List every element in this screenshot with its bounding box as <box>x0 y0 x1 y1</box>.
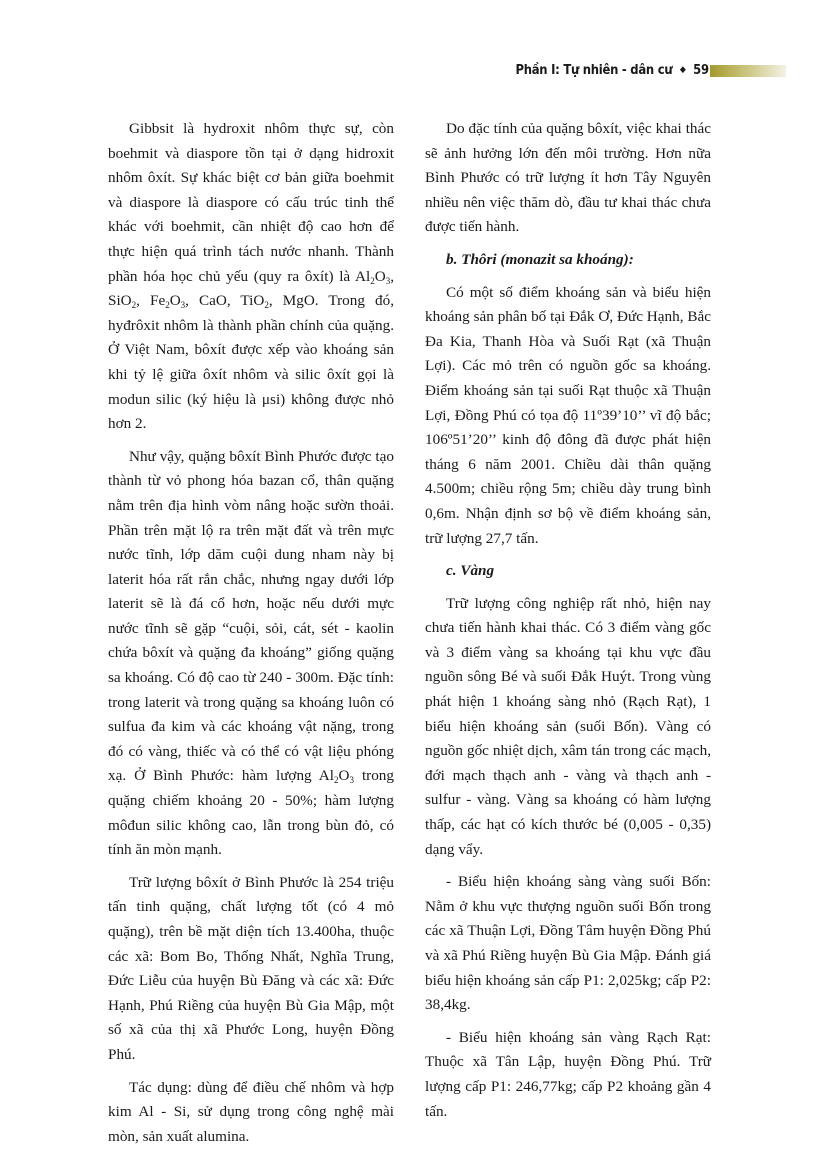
running-header <box>0 62 816 82</box>
heading-gold: c. Vàng <box>446 562 495 580</box>
page-number: 59 <box>693 62 709 78</box>
paragraph-bauxite-uses: Tác dụng: dùng để điều chế nhôm và hợp kim Al - Si, sử dụng trong công nghệ mài mòn, sản xuất alumina. <box>108 1078 394 1145</box>
paragraph-gibbsit: Gibbsit là hydroxit nhôm thực sự, còn boehmit và diaspore tồn tại ở dạng hidroxit nhôm ôxít. Sự khác biệt cơ bản giữa boehmit và diaspore là diaspore có cấu trúc tinh thể khác với boehmit, cần nhiệt độ cao hơn để thực hiện quá trình tách nước nhanh. Thành phần hóa học chủ yếu (quy ra ôxít) là $Al_2O_3$, SiO$_2$, $Fe_2O_3$, CaO, TiO$_2$, MgO. Trong đó, hyđrôxit nhôm là thành phần chính của quặng. Ở Việt Nam, bôxít được xếp vào khoáng sản khi tỷ lệ giữa ôxít nhôm và silic ôxít gọi là modun silic (ký hiệu là μsi) không được nhỏ hơn 2. <box>108 120 395 433</box>
paragraph-environment: Do đặc tính của quặng bôxít, việc khai thác sẽ ảnh hưởng lớn đến môi trường. Hơn nữa Bình Phước có trữ lượng ít hơn Tây Nguyên nhiều nên việc thăm dò, đầu tư khai thác chưa được tiến hành. <box>425 120 711 236</box>
left-column <box>108 117 394 1157</box>
paragraph-gold-rach-rat: - Biểu hiện khoáng sản vàng Rạch Rạt: Thuộc xã Tân Lập, huyện Đồng Phú. Trữ lượng cấp P1: 246,77kg; cấp P2 khoảng gần 4 tấn. <box>425 1028 711 1120</box>
paragraph-gold-suoi-bon: - Biểu hiện khoáng sàng vàng suối Bốn: Nằm ở khu vực thượng nguồn suối Bốn trong các xã Thuận Lợi, Đồng Tâm huyện Đồng Phú và xã Phú Riềng huyện Bù Gia Mập. Đánh giá biểu hiện khoáng sản cấp P1: 2,025kg; cấp P2: 38,4kg. <box>425 873 711 1014</box>
header-accent-bar <box>710 65 786 77</box>
paragraph-thorium: Có một số điểm khoáng sản và biểu hiện khoáng sản phân bố tại Đắk Ơ, Đức Hạnh, Bắc Đa Kia, Thanh Hòa và Suối Rạt (xã Thuận Lợi). Các mỏ trên có nguồn gốc sa khoáng. Điểm khoáng sản tại suối Rạt thuộc xã Thuận Lợi, Đồng Phú có tọa độ 11º39’10’’ vĩ độ bắc; 106º51’20’’ kinh độ đông đã được phát hiện tháng 6 năm 2001. Chiều dài thân quặng 4.500m; chiều rộng 5m; chiều dày trung bình 0,6m. Nhận định sơ bộ về điểm khoáng sản, trữ lượng 27,7 tấn. <box>425 283 711 547</box>
paragraph-bauxite-formation: Như vậy, quặng bôxít Bình Phước được tạo thành từ vỏ phong hóa bazan cổ, thân quặng nằm trên địa hình vòm nâng hoặc sườn thoải. Phần trên mặt lộ ra trên mặt đất và trên mực nước tĩnh, lớp dăm cuội dung nham này bị laterit hóa rất rắn chắc, nhưng ngay dưới lớp laterit sẽ là đá cổ hơn, hoặc nếu dưới mực nước tĩnh sẽ gặp “cuội, sỏi, cát, sét - kaolin chứa bôxít và quặng đa khoáng” giống quặng sa khoáng. Có độ cao từ 240 - 300m. Đặc tính: trong laterit và trong quặng sa khoáng luôn có sulfua đa kim và các khoáng vật nặng, trong đó có vàng, thiếc và có thể có vật liệu phóng xạ. Ở Bình Phước: hàm lượng $Al_2O_3$ trong quặng chiếm khoảng 20 - 50%; hàm lượng môđun silic không cao, lẫn trong bùn đỏ, có tính ăn mòn mạnh. <box>108 447 394 859</box>
paragraph-gold-overview: Trữ lượng công nghiệp rất nhỏ, hiện nay chưa tiến hành khai thác. Có 3 điểm vàng gốc và 3 điểm vàng sa khoáng tại khu vực đầu nguồn sông Bé và suối Đắk Huýt. Trong vùng phát hiện 1 khoáng sàng nhỏ (Rạch Rạt), 1 biểu hiện khoáng sản (suối Bốn). Vàng có nguồn gốc nhiệt dịch, xâm tán trong các mạch, đới mạch thạch anh - vàng và thạch anh - sulfur - vàng. Vàng sa khoáng có hàm lượng thấp, các hạt có kích thước bé (0,005 - 0,35) dạng vẩy. <box>425 594 711 858</box>
heading-thorium: b. Thôri (monazit sa khoáng): <box>446 250 634 268</box>
diamond-separator-icon: ◆ <box>680 65 686 75</box>
paragraph-bauxite-reserves: Trữ lượng bôxít ở Bình Phước là 254 triệu tấn tinh quặng, chất lượng tốt (có 4 mỏ quặng), trên bề mặt diện tích 13.400ha, thuộc các xã: Bom Bo, Thống Nhất, Nghĩa Trung, Đức Liễu của huyện Bù Đăng và các xã: Đức Hạnh, Phú Riềng của huyện Bù Gia Mập, một số xã của thị xã Phước Long, huyện Đồng Phú. <box>108 873 394 1063</box>
header-title <box>516 62 709 78</box>
section-title: Phần I: Tự nhiên - dân cư <box>515 62 673 78</box>
right-column <box>425 117 711 1132</box>
